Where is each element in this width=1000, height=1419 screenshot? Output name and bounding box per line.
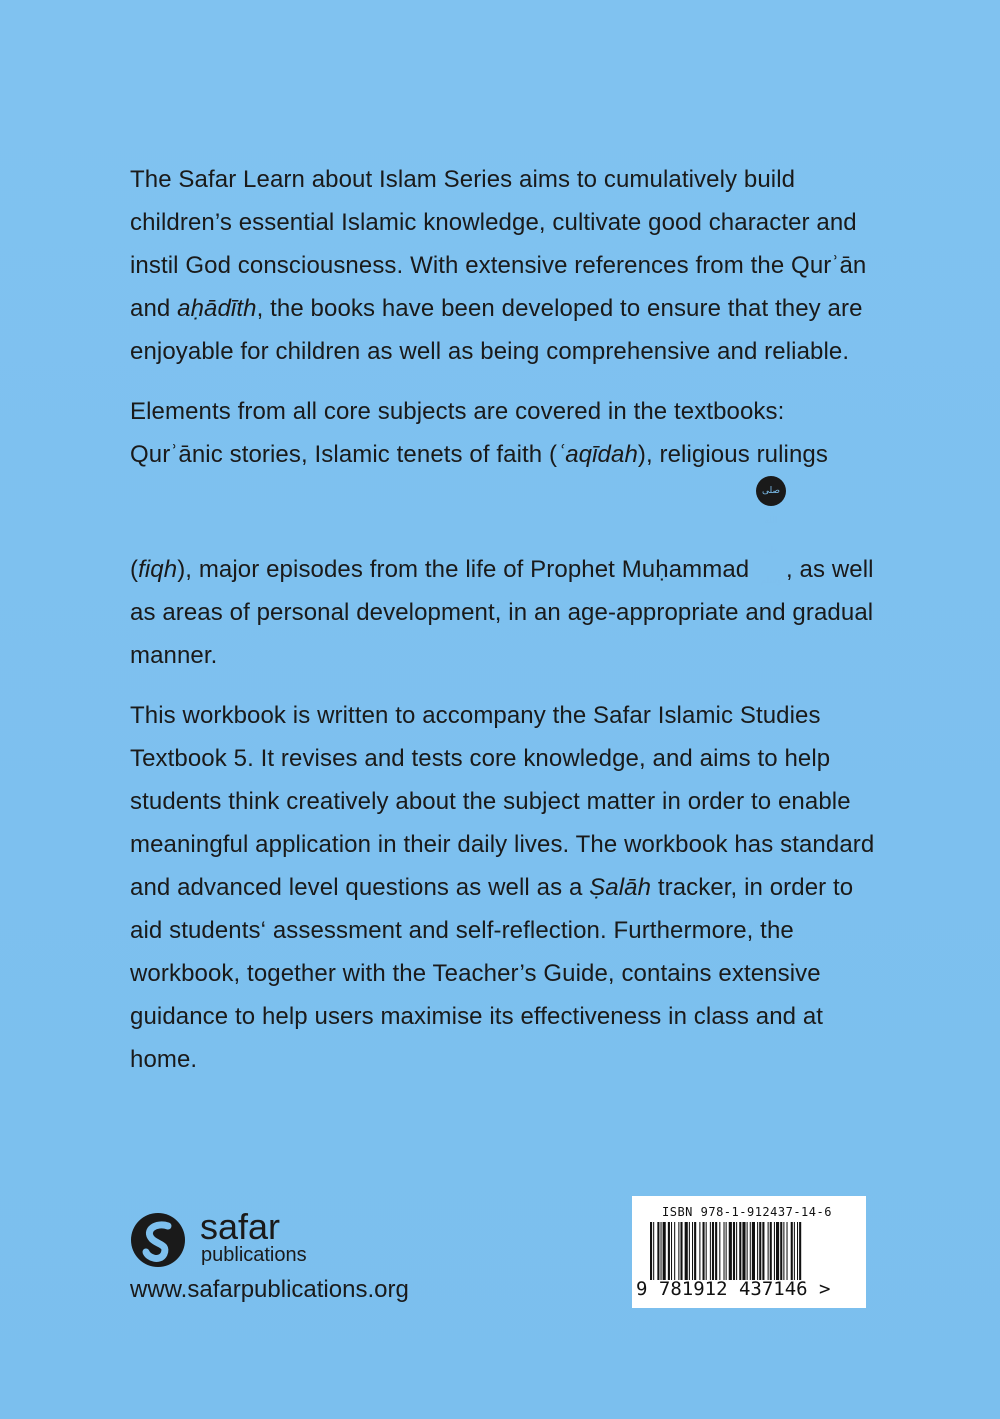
- safar-logo-icon: [130, 1212, 186, 1268]
- barcode-bar: [752, 1222, 755, 1280]
- barcode-bar: [653, 1222, 654, 1280]
- workbook-text-2: tracker, in order to aid students‘ assessment and self-reflection. Furthermore, the workbook, together with the Teacher’s Guide, contains extensive guidance to help users maximise its effectiveness in class and at home.: [130, 874, 854, 1073]
- subjects-text-4: , as well as areas of personal development, in an age-appropriate and gradual manner.: [130, 556, 874, 669]
- barcode-bar: [680, 1222, 682, 1280]
- publisher-name: safar: [200, 1206, 281, 1247]
- barcode-bar: [783, 1222, 784, 1280]
- barcode-bar: [710, 1222, 711, 1280]
- subjects-text-2: ), religious rulings (: [130, 441, 828, 583]
- publisher-subtitle: publications: [201, 1244, 307, 1266]
- subjects-term-aqidah: ʿaqīdah: [557, 441, 638, 468]
- barcode-bar: [794, 1222, 795, 1280]
- barcode-bar: [719, 1222, 720, 1280]
- intro-term-ahadith: aḥādīth: [177, 295, 257, 322]
- barcode-bar: [663, 1222, 666, 1280]
- barcode-bars: [648, 1222, 848, 1280]
- barcode-bar: [706, 1222, 707, 1280]
- barcode-bar: [703, 1222, 705, 1280]
- barcode-bar: [799, 1222, 801, 1280]
- barcode-bar: [733, 1222, 735, 1280]
- publisher-url: www.safarpublications.org: [130, 1276, 409, 1303]
- barcode-bar: [770, 1222, 772, 1280]
- barcode-bar: [657, 1222, 659, 1280]
- barcode-bar: [739, 1222, 741, 1280]
- barcode-bar: [661, 1222, 662, 1280]
- subjects-text-1: Elements from all core subjects are covered in the textbooks: Qurʾānic stories, Islamic tenets of faith (: [130, 398, 785, 468]
- barcode-bar: [668, 1222, 670, 1280]
- barcode-bar: [791, 1222, 793, 1280]
- barcode-bar: [692, 1222, 693, 1280]
- isbn-label: ISBN 978-1-912437-14-6: [662, 1205, 832, 1219]
- barcode-bar: [715, 1222, 717, 1280]
- barcode-bar: [759, 1222, 761, 1280]
- workbook-term-salah: Ṣalāh: [589, 874, 652, 901]
- workbook-text-1: This workbook is written to accompany the Safar Islamic Studies Textbook 5. It revises and tests core knowledge, and aims to help students think creatively about the subject matter in order to enable meaningful application in their daily lives. The workbook has standard and advanced level questions as well as a: [130, 702, 875, 901]
- intro-text-2: , the books have been developed to ensure that they are enjoyable for children as well as being comprehensive and reliable.: [130, 295, 863, 365]
- barcode-bar: [787, 1222, 788, 1280]
- intro-paragraph: [130, 158, 875, 373]
- barcode-bar: [747, 1222, 748, 1280]
- barcode-bar: [780, 1222, 782, 1280]
- barcode-bar: [674, 1222, 675, 1280]
- barcode-digits: 9 781912 437146 >: [636, 1278, 831, 1300]
- subjects-term-fiqh: fiqh: [138, 556, 178, 583]
- barcode-bar: [797, 1222, 798, 1280]
- subjects-text-3: ), major episodes from the life of Prophet Muḥammad: [177, 556, 756, 583]
- barcode-bar: [736, 1222, 737, 1280]
- barcode-bar: [768, 1222, 769, 1280]
- barcode-bar: [742, 1222, 745, 1280]
- barcode-bar: [650, 1222, 652, 1280]
- barcode-bar: [689, 1222, 690, 1280]
- barcode-bar: [729, 1222, 732, 1280]
- honorific-seal-icon: صلى الله عليه وسلم: [756, 476, 786, 506]
- barcode-bar: [685, 1222, 688, 1280]
- barcode-bar: [724, 1222, 725, 1280]
- barcode-bar: [757, 1222, 758, 1280]
- barcode-bar: [699, 1222, 700, 1280]
- workbook-paragraph: [130, 694, 875, 1081]
- barcode-bar: [671, 1222, 672, 1280]
- subjects-paragraph: [130, 390, 875, 677]
- barcode-bar: [694, 1222, 696, 1280]
- isbn-barcode: [632, 1196, 866, 1308]
- barcode-bar: [678, 1222, 679, 1280]
- barcode-bar: [762, 1222, 764, 1280]
- barcode-bar: [750, 1222, 751, 1280]
- intro-text-1: The Safar Learn about Islam Series aims to cumulatively build children’s essential Islamic knowledge, cultivate good character and instil God consciousness. With extensive references from the Qurʾān and: [130, 166, 867, 322]
- barcode-bar: [776, 1222, 779, 1280]
- barcode-bar: [712, 1222, 714, 1280]
- blurb: [130, 158, 875, 1098]
- publisher-logo: [130, 1208, 390, 1268]
- barcode-bar: [726, 1222, 727, 1280]
- barcode-bar: [774, 1222, 775, 1280]
